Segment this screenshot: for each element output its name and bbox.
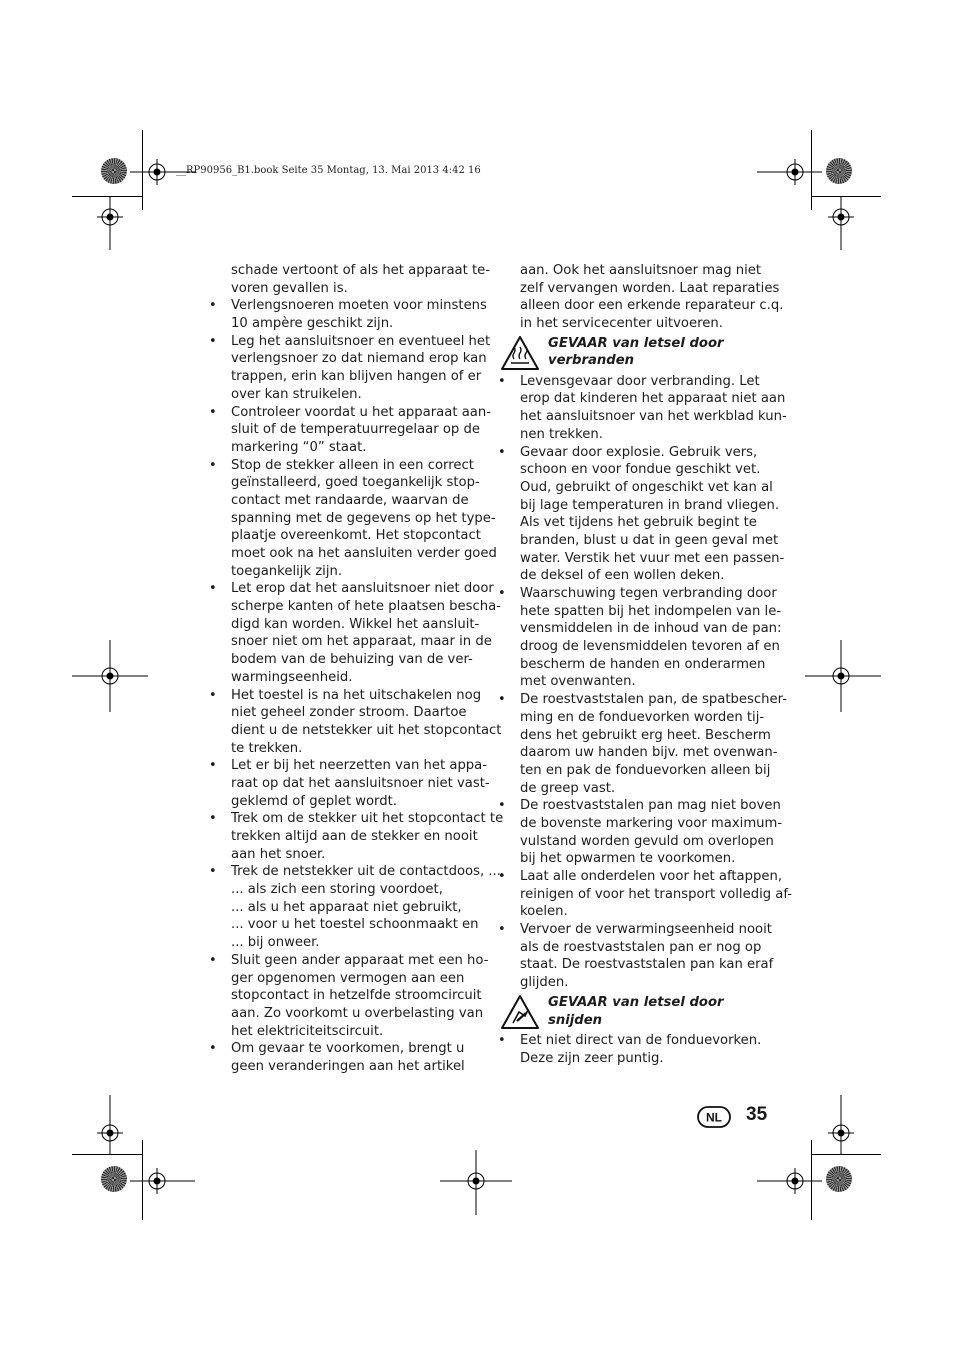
page-number: 35 <box>746 1104 768 1125</box>
line-text: vensmiddelen in de inhoud van de pan: <box>520 621 782 637</box>
text-line <box>231 439 491 457</box>
text-line <box>520 426 780 444</box>
line-text: het elektriciteitscircuit. <box>231 1023 384 1039</box>
line-text: ger opgenomen vermogen aan een <box>231 970 465 986</box>
text-line <box>520 390 786 408</box>
text-line <box>520 727 780 745</box>
line-text: Oud, gebruikt of ongeschikt vet kan al <box>520 479 773 495</box>
line-text: Deze zijn zeer puntig. <box>520 1050 664 1066</box>
line-text: plaatje overeenkomt. Het stopcontact <box>231 528 481 544</box>
text-line <box>520 532 780 550</box>
line-text: spanning met de gegevens op het type- <box>231 510 496 526</box>
text-line <box>231 421 491 439</box>
text-line <box>231 970 491 988</box>
line-text: water. Verstik het vuur met een passen- <box>520 550 785 566</box>
color-rosette-bottom-left <box>101 1166 127 1192</box>
bullet-marker: • <box>209 952 217 968</box>
line-text: Levensgevaar door verbranding. Let <box>520 373 760 389</box>
line-text: de bovenste markering voor maximum- <box>520 815 783 831</box>
line-text: droog de levensmiddelen tevoren af en <box>520 639 780 655</box>
burn-list <box>498 373 793 992</box>
line-text: ming en de fonduevorken worden tij- <box>520 709 765 725</box>
bullet-line <box>498 868 783 886</box>
bullet-marker: • <box>498 869 506 884</box>
bullet-marker: • <box>209 581 217 597</box>
line-text: Laat alle onderdelen voor het aftappen, <box>520 869 783 884</box>
bullet-line <box>498 921 780 939</box>
text-line <box>231 633 491 651</box>
text-line <box>231 793 491 811</box>
bullet-marker: • <box>209 298 217 314</box>
text-line <box>231 262 491 280</box>
text-line <box>520 833 780 851</box>
right-column <box>498 262 793 1067</box>
bullet-line <box>209 404 491 422</box>
text-line <box>231 740 491 758</box>
line-text: Waarschuwing tegen verbranding door <box>520 586 777 601</box>
left-column <box>209 262 504 1076</box>
line-text: Trek om de stekker uit het stopcontact te <box>231 811 504 827</box>
line-text: Eet niet direct van de fonduevorken. <box>520 1032 762 1048</box>
cut-list <box>498 1032 780 1067</box>
text-line <box>231 881 491 899</box>
text-line <box>520 903 780 921</box>
line-text: raat op dat het aansluitsnoer niet vast- <box>231 775 490 791</box>
line-text: geklemd of geplet wordt. <box>231 793 397 809</box>
bullet-marker: • <box>209 864 217 880</box>
text-line <box>231 987 491 1005</box>
line-text: Als vet tijdens het gebruik begint te <box>520 515 757 531</box>
text-line <box>520 956 780 974</box>
line-text: markering “0” staat. <box>231 439 367 455</box>
bullet-line <box>209 952 491 970</box>
text-line <box>520 497 780 515</box>
bullet-line <box>498 691 787 709</box>
text-line <box>520 673 780 691</box>
text-line <box>520 620 780 638</box>
color-rosette-top-right <box>826 158 852 184</box>
line-text: reinigen of voor het transport volledig af- <box>520 886 793 902</box>
bullet-marker: • <box>498 444 506 460</box>
line-text: Sluit geen ander apparaat met een ho- <box>231 952 489 968</box>
line-text: ten en pak de fonduevorken alleen bij <box>520 762 771 778</box>
line-text: Gevaar door explosie. Gebruik vers, <box>520 444 758 460</box>
line-text: Trek de netstekker uit de contactdoos, ... <box>231 864 501 880</box>
text-line <box>231 386 491 404</box>
text-line <box>231 474 491 492</box>
text-line <box>231 828 491 846</box>
text-line <box>520 762 780 780</box>
text-line <box>520 709 780 727</box>
bullet-marker: • <box>209 758 217 774</box>
bullet-marker: • <box>209 1041 217 1057</box>
text-line <box>231 899 491 917</box>
language-badge-label: NL <box>706 1110 722 1125</box>
bullet-marker: • <box>498 1032 506 1048</box>
cut-hazard-warning-icon <box>500 994 540 1030</box>
line-text: aan het snoer. <box>231 846 326 862</box>
text-line <box>231 545 497 563</box>
line-text: de deksel of een wollen deken. <box>520 568 725 584</box>
language-badge <box>697 1106 731 1128</box>
text-line <box>231 846 491 864</box>
line-text: geen veranderingen aan het artikel <box>231 1058 465 1074</box>
line-text: sluit of de temperatuurregelaar op de <box>231 422 480 438</box>
text-line <box>520 479 780 497</box>
text-line <box>231 598 501 616</box>
text-line <box>520 886 793 904</box>
bullet-line <box>498 373 780 391</box>
bullet-marker: • <box>209 457 217 473</box>
line-text: aan. Zo voorkomt u overbelasting van <box>231 1005 484 1021</box>
line-text: de greep vast. <box>520 780 616 796</box>
line-text: Let erop dat het aansluitsnoer niet door <box>231 581 494 597</box>
line-text: bodem van de behuizing van de ver- <box>231 652 473 668</box>
text-line <box>231 563 491 581</box>
line-text: dient u de netstekker uit het stopcontact <box>231 722 502 738</box>
line-text: Het toestel is na het uitschakelen nog <box>231 687 482 703</box>
bullet-marker: • <box>209 811 217 827</box>
text-line <box>520 638 780 656</box>
line-text: trekken altijd aan de stekker en nooit <box>231 829 478 844</box>
text-line <box>520 780 780 798</box>
text-line <box>520 744 780 762</box>
line-text: warmingseenheid. <box>231 669 353 685</box>
line-text: het aansluitsnoer van het werkblad kun- <box>520 409 787 425</box>
line-text: nen trekken. <box>520 426 603 442</box>
text-line <box>231 315 491 333</box>
line-text: toegankelijk zijn. <box>231 563 343 579</box>
bullet-marker: • <box>498 798 506 814</box>
bullet-marker: • <box>209 687 217 703</box>
text-line <box>520 656 780 674</box>
print-header-meta: __RP90956_B1.book Seite 35 Montag, 13. Mai 2013 4:42 16 <box>176 165 481 176</box>
line-text: vulstand worden gevuld om overlopen <box>520 833 774 849</box>
text-line <box>520 939 780 957</box>
line-text: Leg het aansluitsnoer en eventueel het <box>231 333 491 349</box>
line-text: staat. De roestvaststalen pan kan eraf <box>520 957 774 973</box>
bullet-marker: • <box>498 922 506 938</box>
line-text: De roestvaststalen pan mag niet boven <box>520 798 781 814</box>
text-line <box>231 1005 491 1023</box>
text-line: alleen door een erkende reparateur c.q. <box>520 298 784 314</box>
text-line: aan. Ook het aansluitsnoer mag niet <box>520 263 762 278</box>
text-line <box>520 1050 780 1068</box>
line-text: stopcontact in hetzelfde stroomcircuit <box>231 988 482 1004</box>
text-line: zelf vervangen worden. Laat reparaties <box>520 280 780 296</box>
text-line <box>231 669 491 687</box>
line-text: schoon en voor fondue geschikt vet. <box>520 462 761 478</box>
warning-burn-title: GEVAAR van letsel door verbranden <box>548 335 724 369</box>
bullet-marker: • <box>209 333 217 349</box>
line-text: branden, blust u dat in geen geval met <box>520 532 779 548</box>
color-rosette-bottom-right <box>826 1166 852 1192</box>
bullet-line <box>498 585 780 603</box>
line-text: De roestvaststalen pan, de spatbescher- <box>520 692 787 708</box>
line-text: te trekken. <box>231 740 303 756</box>
bullet-line <box>209 687 491 705</box>
line-text: Om gevaar te voorkomen, brengt u <box>231 1041 465 1057</box>
text-line <box>231 527 491 545</box>
bullet-line <box>209 297 491 315</box>
line-text: Controleer voordat u het apparaat aan- <box>231 404 491 420</box>
line-text: koelen. <box>520 904 568 920</box>
line-text: scherpe kanten of hete plaatsen bescha- <box>231 599 501 615</box>
bullet-marker: • <box>498 373 506 389</box>
line-text: over kan struikelen. <box>231 386 362 402</box>
text-line: in het servicecenter uitvoeren. <box>520 316 723 332</box>
line-text: hete spatten bij het indompelen van le- <box>520 603 782 619</box>
line-text: voren gevallen is. <box>231 280 348 296</box>
intro-text <box>520 262 784 333</box>
text-line <box>231 280 491 298</box>
line-text: met ovenwanten. <box>520 674 636 690</box>
bullet-line <box>498 444 780 462</box>
bullet-line <box>498 1032 780 1050</box>
bullet-line <box>209 863 501 881</box>
line-text: digd kan worden. Wikkel het aansluit- <box>231 616 480 632</box>
text-line <box>520 550 785 568</box>
warning-cut <box>520 994 780 1030</box>
line-text: Let er bij het neerzetten van het appa- <box>231 758 488 774</box>
bullet-line <box>498 797 781 815</box>
line-text: bij lage temperaturen in brand vliegen. <box>520 497 780 513</box>
text-line <box>231 616 491 634</box>
line-text: moet ook na het aansluiten verder goed <box>231 546 497 561</box>
line-text: trappen, erin kan blijven hangen of er <box>231 369 482 385</box>
text-line <box>231 1058 491 1076</box>
text-line <box>231 704 491 722</box>
text-line <box>231 1023 491 1041</box>
bullet-line <box>209 1040 491 1058</box>
text-line <box>231 651 491 669</box>
bullet-marker: • <box>498 692 506 708</box>
line-text: niet geheel zonder stroom. Daartoe <box>231 705 467 721</box>
text-line <box>231 350 491 368</box>
line-text: verlengsnoer zo dat niemand erop kan <box>231 351 487 367</box>
text-line <box>231 934 491 952</box>
bullet-line <box>209 757 491 775</box>
text-line <box>520 461 780 479</box>
hot-surface-warning-icon <box>500 335 540 371</box>
text-line <box>231 916 491 934</box>
warning-burn <box>520 335 780 371</box>
line-text: 10 ampère geschikt zijn. <box>231 316 394 332</box>
text-line <box>520 815 783 833</box>
line-text: ... als u het apparaat niet gebruikt, <box>231 899 462 915</box>
line-text: dens het gebruikt erg heet. Bescherm <box>520 727 771 743</box>
bullet-marker: • <box>209 404 217 420</box>
line-text: snoer niet om het apparaat, maar in de <box>231 634 492 650</box>
text-line <box>231 510 496 528</box>
line-text: ... bij onweer. <box>231 935 320 951</box>
text-line <box>520 974 780 992</box>
line-text: daarom uw handen bijv. met ovenwan- <box>520 745 778 761</box>
text-line <box>520 603 780 621</box>
bullet-marker: • <box>498 586 506 601</box>
bullet-line <box>209 457 491 475</box>
line-text: contact met randaarde, waarvan de <box>231 492 469 508</box>
line-text: bescherm de handen en onderarmen <box>520 656 766 672</box>
line-text: ... als zich een storing voordoet, <box>231 882 443 898</box>
line-text: ... voor u het toestel schoonmaakt en <box>231 917 479 933</box>
text-line <box>231 775 491 793</box>
text-line <box>231 722 502 740</box>
text-line <box>520 567 780 585</box>
line-text: erop dat kinderen het apparaat niet aan <box>520 391 786 407</box>
line-text: bij het opwarmen te voorkomen. <box>520 851 736 867</box>
bullet-line <box>209 333 491 351</box>
text-line <box>231 368 491 386</box>
line-text: geïnstalleerd, goed toegankelijk stop- <box>231 475 480 491</box>
line-text: glijden. <box>520 975 569 991</box>
line-text: Vervoer de verwarmingseenheid nooit <box>520 922 772 938</box>
line-text: Stop de stekker alleen in een correct <box>231 457 474 473</box>
warning-cut-title: GEVAAR van letsel door snijden <box>548 994 724 1028</box>
text-line <box>231 492 491 510</box>
text-line <box>520 850 780 868</box>
bullet-line <box>209 580 494 598</box>
line-text: schade vertoont of als het apparaat te- <box>231 263 491 278</box>
bullet-line <box>209 810 504 828</box>
text-line <box>520 408 787 426</box>
line-text: als de roestvaststalen pan er nog op <box>520 939 762 955</box>
line-text: Verlengsnoeren moeten voor minstens <box>231 298 487 314</box>
text-line <box>520 514 780 532</box>
color-rosette-top-left <box>101 158 127 184</box>
